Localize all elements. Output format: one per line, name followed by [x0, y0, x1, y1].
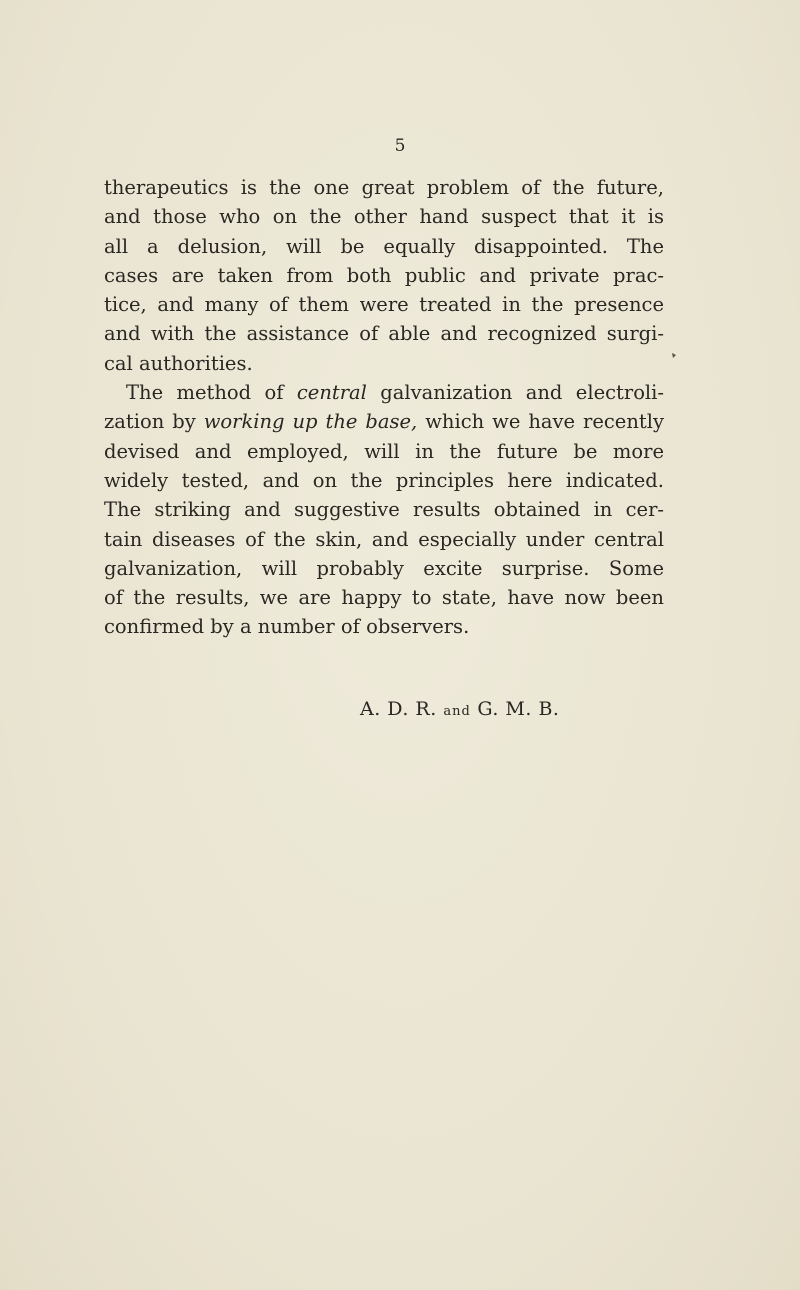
text-fragment: zation by [104, 410, 204, 434]
emphasis-central: central [296, 381, 367, 405]
signature-second-author: G. M. B. [477, 698, 560, 720]
emphasis-working-up-the-base: working up the base, [203, 410, 418, 434]
text-line: and with the assistance of able and recognized surgi- [104, 322, 664, 346]
text-line: galvanization, will probably excite surprise. Some [104, 556, 664, 580]
paragraph-2 [104, 378, 664, 642]
page-number: 5 [394, 136, 406, 156]
signature-initials [360, 697, 559, 724]
paragraph-1 [104, 173, 664, 378]
text-line: of the results, we are happy to state, have now been [104, 586, 664, 610]
text-line [104, 407, 664, 436]
text-line: tice, and many of them were treated in the presence [104, 293, 664, 317]
text-fragment: galvanization and electroli- [366, 381, 664, 405]
text-line: and those who on the other hand suspect that it is [104, 205, 664, 229]
text-line: cases are taken from both public and private prac- [104, 263, 664, 287]
text-line: confirmed by a number of observers. [104, 615, 470, 639]
text-fragment: which we have recently [417, 410, 664, 434]
signature-first-author: A. D. R. [360, 698, 437, 720]
signature-conjunction: and [443, 704, 471, 719]
text-fragment: The method of [126, 381, 297, 405]
paper-speck [672, 353, 676, 358]
text-line: tain diseases of the skin, and especially under central [104, 527, 664, 551]
body-text [104, 173, 664, 642]
text-line [104, 378, 664, 407]
text-line: widely tested, and on the principles here indicated. [104, 468, 664, 492]
text-line: therapeutics is the one great problem of the future, [104, 176, 664, 199]
text-line: cal authorities. [104, 351, 253, 375]
text-line: The striking and suggestive results obtained in cer- [104, 498, 664, 522]
text-line: all a delusion, will be equally disappointed. The [104, 234, 664, 258]
text-line: devised and employed, will in the future be more [104, 439, 664, 463]
